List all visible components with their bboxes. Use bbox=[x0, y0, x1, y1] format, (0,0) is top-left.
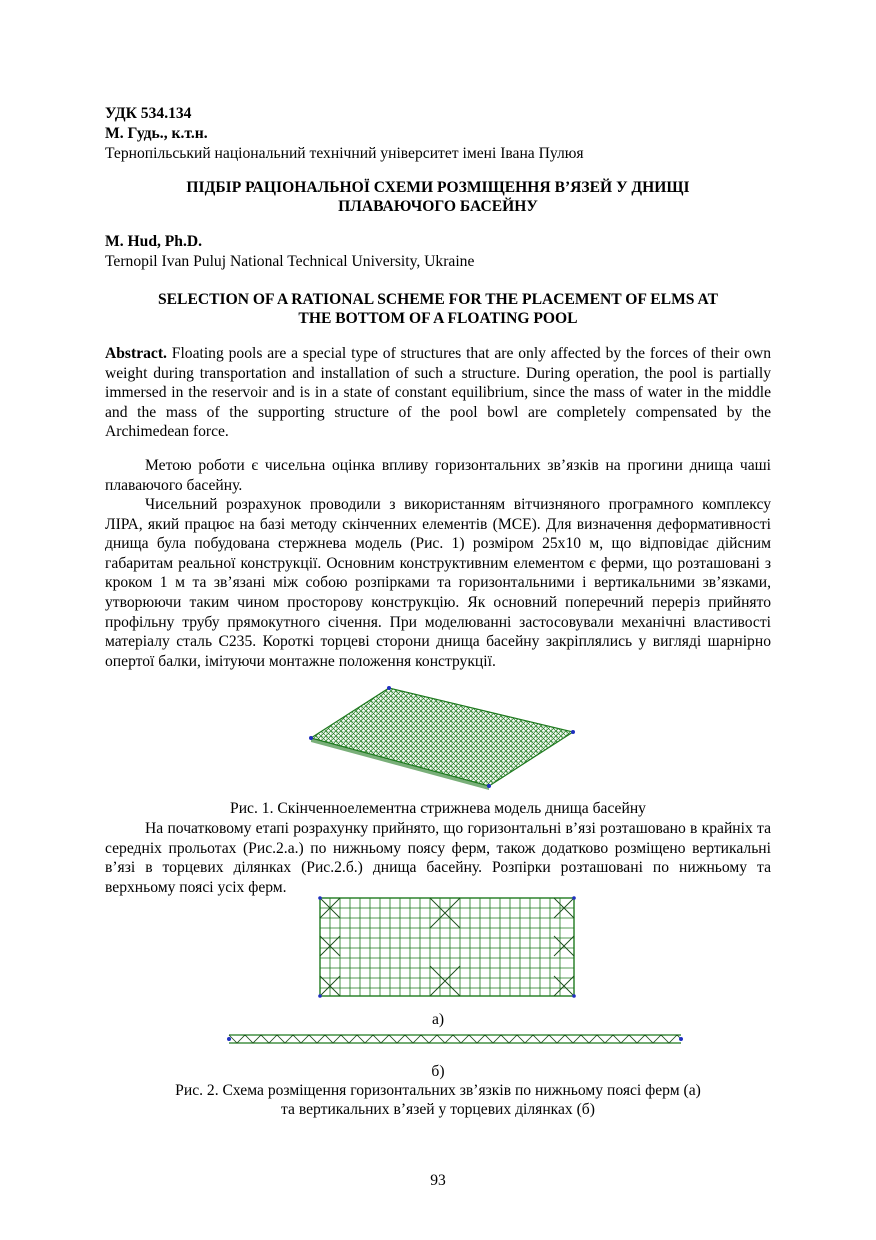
figure-2-caption-line1: Рис. 2. Схема розміщення горизонтальних зв’язків по нижньому поясі ферм (а) bbox=[175, 1082, 701, 1099]
figure-2-caption-line2: та вертикальних в’язей у торцевих ділянках (б) bbox=[281, 1101, 595, 1118]
paragraph-method: Чисельний розрахунок проводили з використанням вітчизняного програмного комплексу ЛІРА, який працює на базі методу скінченних елементів (МСЕ). Для визначення деформативності днища була побудована стержнева модель (Рис. 1) розміром 25х10 м, що відповідає дійсним габаритам реальної конструкції. Основним конструктивним елементом є ферми, що розташовані з кроком 1 м та зв’язані між собою розпірками та горизонтальними і вертикальними зв’язками, утворюючи таким чином просторову конструкцію. Як основний поперечний переріз прийнято профільну трубу прямокутного січення. При моделюванні застосовували механічні властивості матеріалу сталь С235. Короткі торцеві сторони днища басейну закріплялись у вигляді шарнірно опертої балки, імітуючи монтажне положення конструкції. bbox=[105, 496, 771, 670]
figure-2a-label: а) bbox=[431, 1011, 445, 1028]
affiliation-en: Ternopil Ivan Puluj National Technical University, Ukraine bbox=[105, 253, 475, 270]
figure-2b-vertical-bracing bbox=[225, 1032, 685, 1046]
figure-1-caption: Рис. 1. Скінченноелементна стрижнева модель днища басейну bbox=[230, 800, 646, 817]
title-ua-line1: ПІДБІР РАЦІОНАЛЬНОЇ СХЕМИ РОЗМІЩЕННЯ В’ЯЗЕЙ У ДНИЩІ bbox=[186, 179, 690, 196]
title-en-line2: THE BOTTOM OF A FLOATING POOL bbox=[298, 310, 578, 327]
abstract-label: Abstract. bbox=[105, 345, 167, 362]
affiliation-ua: Тернопільський національний технічний університет імені Івана Пулюя bbox=[105, 145, 584, 162]
author-ua: М. Гудь., к.т.н. bbox=[105, 125, 208, 142]
abstract-text: Floating pools are a special type of structures that are only affected by the forces of their own weight during transportation and installation of such a structure. During operation, the pool is partially immersed in the reservoir and is in a state of constant equilibrium, since the mass of water in the middle and the mass of the supporting structure of the pool bowl are completely compensated by the Archimedean force. bbox=[105, 345, 771, 441]
title-ua-line2: ПЛАВАЮЧОГО БАСЕЙНУ bbox=[338, 198, 538, 215]
udc-code: УДК 534.134 bbox=[105, 105, 192, 122]
figure-2b-label: б) bbox=[431, 1063, 445, 1080]
figure-1-fem-model bbox=[301, 686, 577, 790]
page-number: 93 bbox=[430, 1172, 446, 1189]
paragraph-initial-stage: На початковому етапі розрахунку прийнято, що горизонтальні в’язі розташовано в крайніх та середніх прольотах (Рис.2.а.) по нижньому поясу ферм, також додатково розміщено вертикальні в’язі в торцевих ділянках (Рис.2.б.) днища басейну. Розпірки розташовані по нижньому та верхньому поясі усіх ферм. bbox=[105, 820, 771, 896]
title-en-line1: SELECTION OF A RATIONAL SCHEME FOR THE PLACEMENT OF ELMS AT bbox=[157, 291, 719, 308]
author-en: M. Hud, Ph.D. bbox=[105, 233, 203, 250]
paragraph-aim: Метою роботи є чисельна оцінка впливу горизонтальних зв’язків на прогини днища чаші плаваючого басейну. bbox=[105, 457, 771, 494]
abstract bbox=[105, 344, 771, 442]
figure-2a-horizontal-bracing bbox=[318, 896, 576, 1000]
